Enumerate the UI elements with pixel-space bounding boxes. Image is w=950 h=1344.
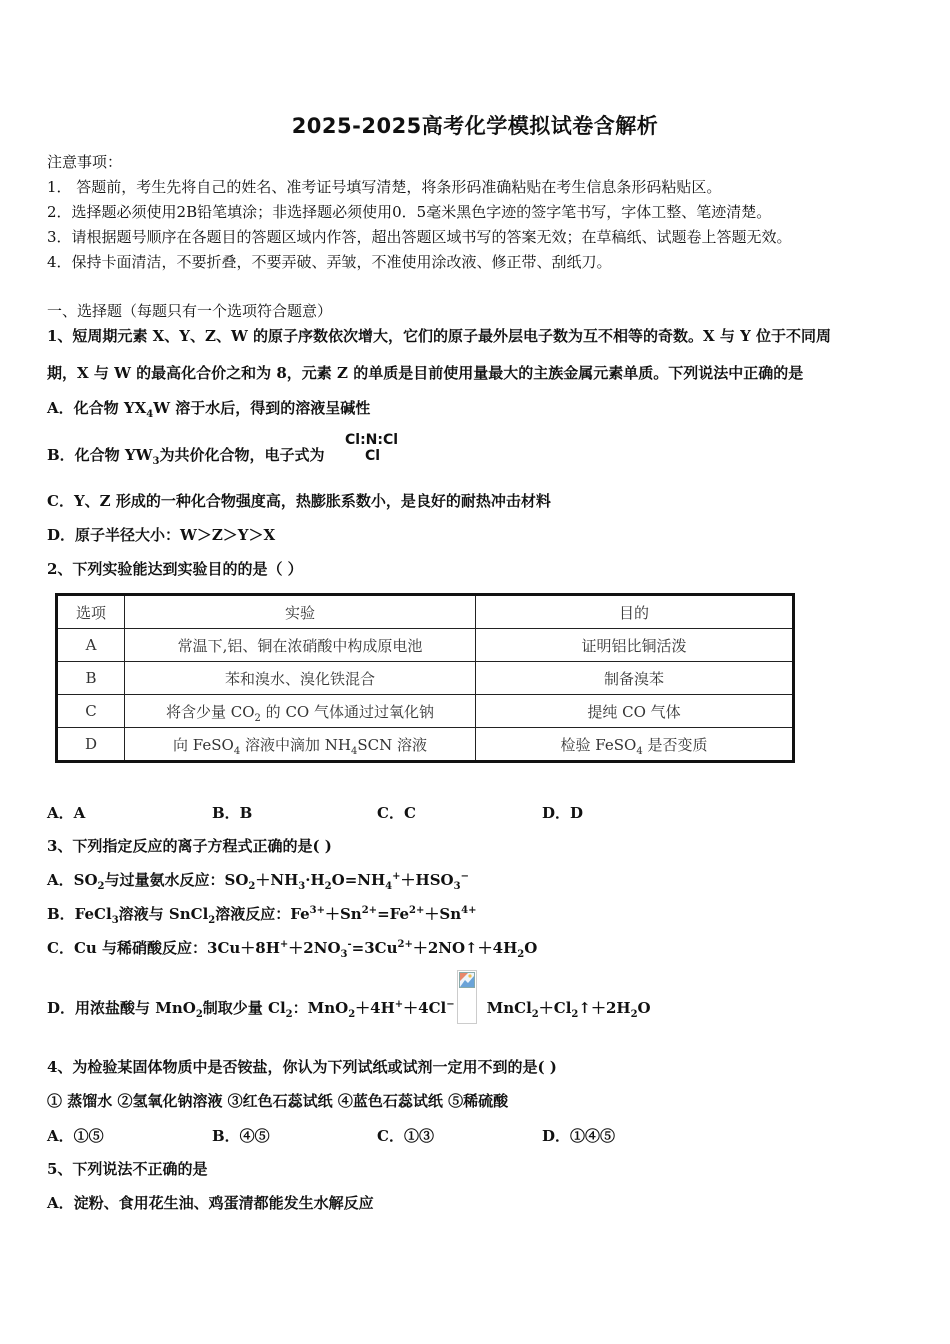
header-option: 选项 — [57, 595, 125, 629]
q1-option-b: B．化合物 $YW_3$为共价化合物，电子式为 — [47, 446, 325, 467]
row-goal: 检验 FeSO$_4$ 是否变质 — [476, 728, 794, 762]
broken-image-placeholder — [457, 970, 477, 1024]
experiment-table — [55, 593, 795, 763]
row-experiment: 苯和溴水、溴化铁混合 — [125, 662, 476, 695]
q2-option-b: B．B — [212, 804, 253, 822]
q1-option-d: D．原子半径大小：W＞Z＞Y＞X — [47, 526, 276, 544]
notice-item-1: 1． 答题前，考生先将自己的姓名、准考证号填写清楚，将条形码准确粘贴在考生信息条形码粘贴区。 — [47, 178, 722, 196]
q2-option-a: A．A — [47, 804, 86, 822]
q3-option-c: C．Cu 与稀硝酸反应：$3Cu+8H^++2NO_3^-=3Cu^{2+}+2NO↑+4H_2O$ — [47, 939, 538, 960]
table-row — [57, 662, 794, 695]
table-row — [57, 629, 794, 662]
q2-stem: 2、下列实验能达到实验目的的是（ ） — [47, 560, 303, 578]
q4-stem: 4、为检验某固体物质中是否铵盐，你认为下列试纸或试剂一定用不到的是( ) — [47, 1058, 557, 1076]
row-experiment: 常温下,铝、铜在浓硝酸中构成原电池 — [125, 629, 476, 662]
q2-option-d: D．D — [542, 804, 584, 822]
section-heading: 一、选择题（每题只有一个选项符合题意） — [47, 302, 333, 320]
notice-heading: 注意事项： — [47, 153, 123, 171]
notice-item-4: 4．保持卡面清洁，不要折叠，不要弄破、弄皱，不准使用涂改液、修正带、刮纸刀。 — [47, 253, 612, 271]
electron-formula: Cl:N:Cl Cl — [345, 432, 399, 464]
q5-option-a: A．淀粉、食用花生油、鸡蛋清都能发生水解反应 — [47, 1194, 374, 1212]
row-experiment: 向 FeSO$_4$ 溶液中滴加 $NH_4SCN$ 溶液 — [125, 728, 476, 762]
q4-option-c: C．①③ — [377, 1127, 434, 1145]
notice-item-2: 2．选择题必须使用2B铅笔填涂；非选择题必须使用0．5毫米黑色字迹的签字笔书写，字体工整、笔迹清楚。 — [47, 203, 772, 221]
table-row — [57, 695, 794, 728]
row-option: A — [57, 629, 125, 662]
row-goal: 提纯 CO 气体 — [476, 695, 794, 728]
row-option: B — [57, 662, 125, 695]
q3-stem: 3、下列指定反应的离子方程式正确的是( ) — [47, 837, 332, 855]
row-option: C — [57, 695, 125, 728]
table-row — [57, 728, 794, 762]
q1-option-a: A．化合物 $YX_4W$ 溶于水后，得到的溶液呈碱性 — [47, 399, 371, 420]
row-goal: 证明铝比铜活泼 — [476, 629, 794, 662]
q4-option-a: A．①⑤ — [47, 1127, 104, 1145]
broken-image-icon — [459, 972, 475, 988]
q1-option-c: C．Y、Z 形成的一种化合物强度高，热膨胀系数小，是良好的耐热冲击材料 — [47, 492, 551, 510]
q1-stem-line2: 期，X 与 W 的最高化合价之和为 8，元素 Z 的单质是目前使用量最大的主族金属元素单质。下列说法中正确的是 — [47, 364, 804, 382]
q4-reagents: ① 蒸馏水 ②氢氧化钠溶液 ③红色石蕊试纸 ④蓝色石蕊试纸 ⑤稀硫酸 — [47, 1092, 509, 1110]
q5-stem: 5、下列说法不正确的是 — [47, 1160, 208, 1178]
row-option: D — [57, 728, 125, 762]
q3-option-d: D．用浓盐酸与 MnO$_2$制取少量 $Cl_2$：MnO$_2$＋4H+＋4Cl− $MnCl_2+Cl_2↑+2H_2O$ — [47, 999, 651, 1020]
header-goal: 目的 — [476, 595, 794, 629]
q4-option-d: D．①④⑤ — [542, 1127, 616, 1145]
row-experiment: 将含少量 $CO_2$ 的 CO 气体通过过氧化钠 — [125, 695, 476, 728]
row-goal: 制备溴苯 — [476, 662, 794, 695]
header-experiment: 实验 — [125, 595, 476, 629]
page-title: 2025-2025高考化学模拟试卷含解析 — [291, 114, 659, 138]
q3-option-b: B．FeCl$_3$溶液与 SnCl$_2$溶液反应：$Fe^{3+}+Sn^{2+}=Fe^{2+}+Sn^{4+}$ — [47, 905, 477, 926]
q3-option-a: A．$SO_2$与过量氨水反应：$SO_2+NH_3\cdot H_2O=NH_4^++HSO_3^-$ — [47, 871, 469, 892]
q1-stem-line1: 1、短周期元素 X、Y、Z、W 的原子序数依次增大，它们的原子最外层电子数为互不相等的奇数。X 与 Y 位于不同周 — [47, 327, 832, 345]
notice-item-3: 3．请根据题号顺序在各题目的答题区域内作答，超出答题区域书写的答案无效；在草稿纸、试题卷上答题无效。 — [47, 228, 792, 246]
q4-option-b: B．④⑤ — [212, 1127, 270, 1145]
q2-option-c: C．C — [377, 804, 416, 822]
table-header-row — [57, 595, 794, 629]
